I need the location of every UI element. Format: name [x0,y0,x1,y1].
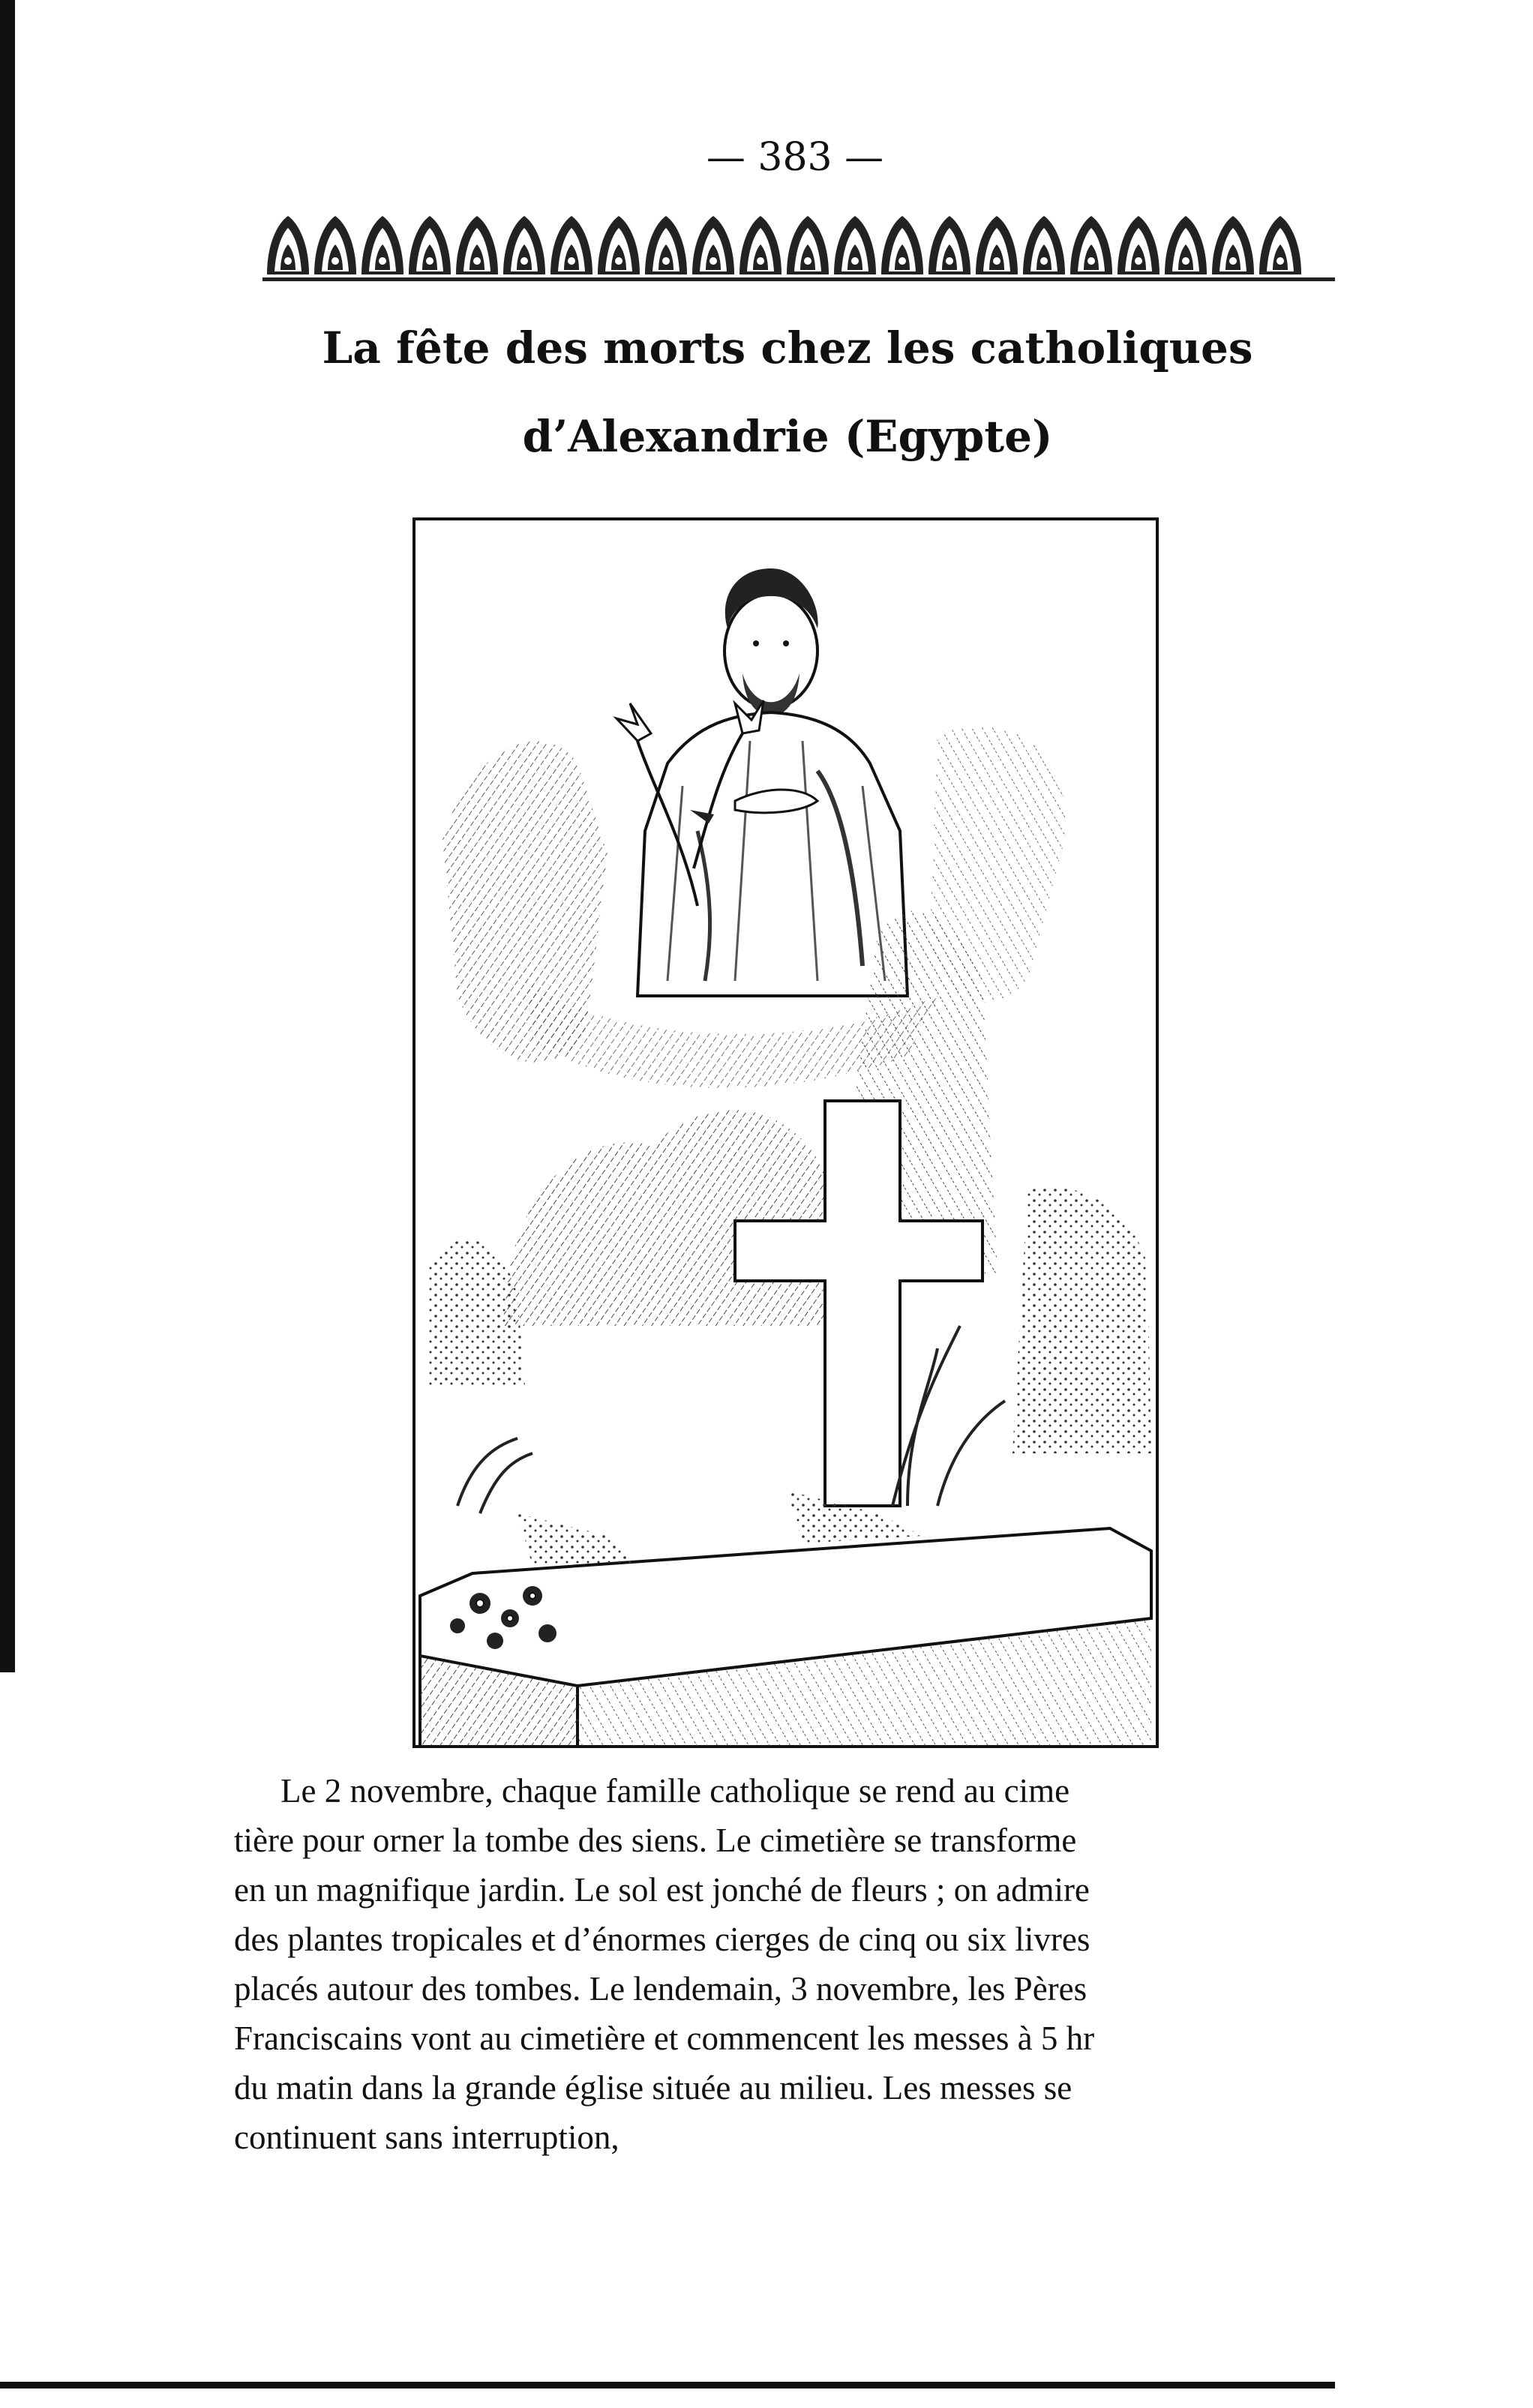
bottom-rule [0,2382,1335,2389]
page-number: — 383 — [706,135,884,180]
paragraph-line-8: continuent sans interruption, [234,2119,620,2156]
paragraph-line-4: des plantes tropicales et d’énormes cierges de cinq ou six livres [234,1921,1090,1958]
ornament-band [262,211,1335,285]
paragraph-line-7: du matin dans la grande église située au milieu. Les messes se [234,2069,1072,2107]
illustration-saint-above-tomb [412,516,1159,1750]
book-spine-shadow [0,0,15,1672]
article-title-line-1: La fête des morts chez les catholiques [322,322,1253,373]
paragraph-line-3: en un magnifique jardin. Le sol est jonché de fleurs ; on admire [234,1871,1090,1909]
paragraph-line-5: placés autour des tombes. Le lendemain, 3 novembre, les Pères [234,1970,1088,2008]
paragraph-line-2: tière pour orner la tombe des siens. Le cimetière se transforme [234,1822,1077,1859]
paragraph-line-1: Le 2 novembre, chaque famille catholique se rend au cime [280,1772,1070,1810]
article-title-line-2: d’Alexandrie (Egypte) [522,411,1053,462]
paragraph-line-6: Franciscains vont au cimetière et commencent les messes à 5 hr [234,2020,1095,2057]
